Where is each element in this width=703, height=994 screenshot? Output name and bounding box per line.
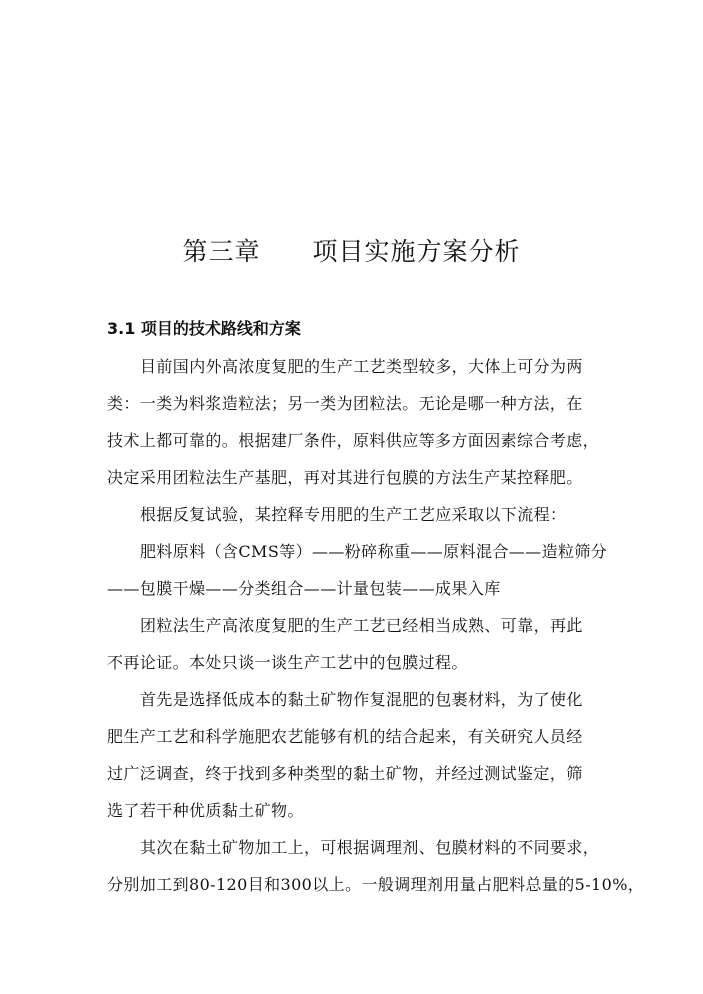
section-heading: 3.1 项目的技术路线和方案 <box>107 319 301 338</box>
paragraph-line: 不再论证。本处只谈一谈生产工艺中的包膜过程。 <box>107 653 468 672</box>
paragraph-line: 首先是选择低成本的黏土矿物作复混肥的包裹材料，为了使化 <box>140 690 583 709</box>
paragraph-line: 分别加工到80-120目和300以上。一般调理剂用量占肥料总量的5-10%， <box>107 875 645 894</box>
paragraph-line: 选了若干种优质黏土矿物。 <box>107 801 304 820</box>
paragraph-line: 肥生产工艺和科学施肥农艺能够有机的结合起来，有关研究人员经 <box>107 727 583 746</box>
paragraph-line: 技术上都可靠的。根据建厂条件，原料供应等多方面因素综合考虑， <box>107 431 600 450</box>
paragraph-line: 类：一类为料浆造粒法；另一类为团粒法。无论是哪一种方法，在 <box>107 394 583 413</box>
paragraph-line: 其次在黏土矿物加工上，可根据调理剂、包膜材料的不同要求， <box>140 838 600 857</box>
paragraph-line: 目前国内外高浓度复肥的生产工艺类型较多，大体上可分为两 <box>140 357 583 376</box>
paragraph-line: 团粒法生产高浓度复肥的生产工艺已经相当成熟、可靠，再此 <box>140 616 583 635</box>
paragraph-line: 决定采用团粒法生产基肥，再对其进行包膜的方法生产某控释肥。 <box>107 468 583 487</box>
body-text <box>107 348 645 903</box>
chapter-title <box>0 232 703 268</box>
paragraph-line: 根据反复试验，某控释专用肥的生产工艺应采取以下流程： <box>140 505 567 524</box>
paragraph-line: 过广泛调查，终于找到多种类型的黏土矿物，并经过测试鉴定，筛 <box>107 764 583 783</box>
chapter-name: 项目实施方案分析 <box>312 237 521 266</box>
process-flow-line: ——包膜干燥——分类组合——计量包装——成果入库 <box>107 579 501 598</box>
process-flow-line: 肥料原料（含CMS等）——粉碎称重——原料混合——造粒筛分 <box>140 542 608 561</box>
chapter-label: 第三章 <box>182 237 261 266</box>
